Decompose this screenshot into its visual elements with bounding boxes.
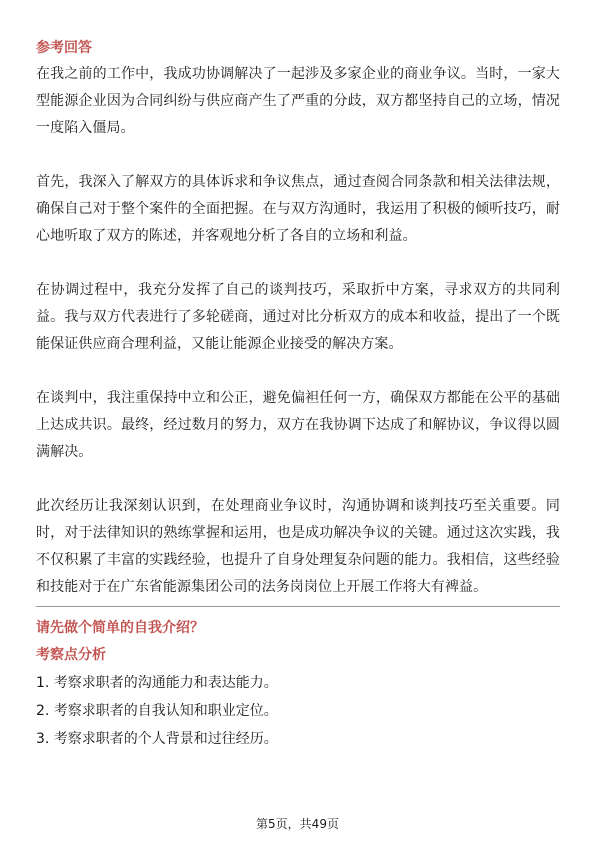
paragraph-spacer — [36, 142, 560, 169]
question-title: 请先做个简单的自我介绍？ — [36, 620, 204, 636]
page-content — [36, 38, 560, 753]
answer-paragraph-4: 在谈判中，我注重保持中立和公正，避免偏袒任何一方，确保双方都能在公平的基础上达成共识。最终，经过数月的努力，双方在我协调下达成了和解协议，争议得以圆满解决。 — [36, 390, 560, 460]
answer-paragraph-5: 此次经历让我深刻认识到，在处理商业争议时，沟通协调和谈判技巧至关重要。同时，对于法律知识的熟练掌握和运用，也是成功解决争议的关键。通过这次实践，我不仅积累了丰富的实践经验，也提升了自身处理复杂问题的能力。我相信，这些经验和技能对于在广东省能源集团公司的法务岗岗位上开展工作将大有裨益。 — [36, 498, 560, 595]
answer-paragraph-2: 首先，我深入了解双方的具体诉求和争议焦点，通过查阅合同条款和相关法律法规，确保自己对于整个案件的全面把握。在与双方沟通时，我运用了积极的倾听技巧，耐心地听取了双方的陈述，并客观地分析了各自的立场和利益。 — [36, 174, 560, 244]
answer-paragraph-1: 在我之前的工作中，我成功协调解决了一起涉及多家企业的商业争议。当时，一家大型能源企业因为合同纠纷与供应商产生了严重的分歧，双方都坚持自己的立场，情况一度陷入僵局。 — [36, 66, 560, 136]
page-number: 第5页，共49页 — [256, 817, 339, 831]
analysis-point-2: 2. 考察求职者的自我认知和职业定位。 — [36, 703, 278, 719]
reference-answer-heading: 参考回答 — [36, 40, 92, 56]
answer-paragraph-3: 在协调过程中，我充分发挥了自己的谈判技巧，采取折中方案，寻求双方的共同利益。我与双方代表进行了多轮磋商，通过对比分析双方的成本和收益，提出了一个既能保证供应商合理利益，又能让能源企业接受的解决方案。 — [36, 282, 560, 352]
analysis-heading: 考察点分析 — [36, 647, 106, 663]
paragraph-spacer — [36, 358, 560, 385]
analysis-point-3: 3. 考察求职者的个人背景和过往经历。 — [36, 731, 278, 747]
paragraph-spacer — [36, 250, 560, 277]
analysis-point-1: 1. 考察求职者的沟通能力和表达能力。 — [36, 675, 278, 691]
paragraph-spacer — [36, 466, 560, 493]
section-divider — [36, 606, 560, 607]
